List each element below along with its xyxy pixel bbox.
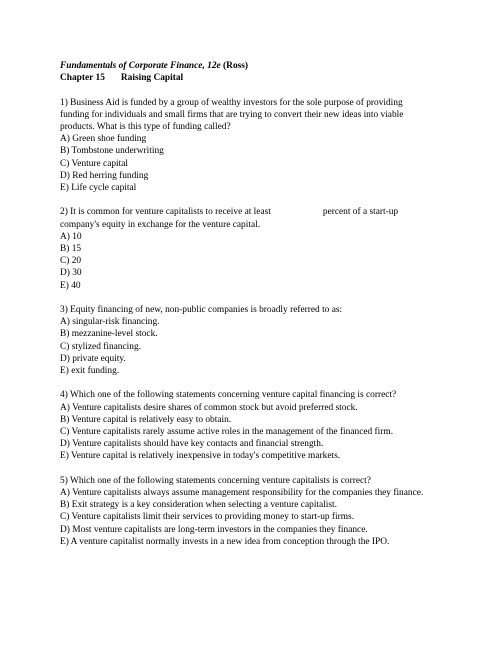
answer-option: B) mezzanine-level stock.: [60, 329, 158, 340]
answer-option: C) Venture capitalists limit their services to providing money to start-up firms.: [60, 512, 355, 523]
stem-before-blank: 2) It is common for venture capitalists to receive at least: [60, 207, 271, 218]
answer-option: E) Venture capital is relatively inexpensive in today's competitive markets.: [60, 451, 341, 462]
chapter-number: Chapter 15: [60, 73, 105, 84]
answer-option: B) Tombstone underwriting: [60, 146, 164, 157]
answer-option: B) Venture capital is relatively easy to obtain.: [60, 414, 232, 425]
chapter-heading: [60, 72, 460, 84]
answer-option: D) 30: [60, 268, 82, 279]
answer-option: C) 20: [60, 256, 82, 267]
question-stem-line: products. What is this type of funding called?: [60, 122, 231, 132]
question-stem-line: [60, 206, 460, 218]
question-1: [60, 97, 460, 195]
question-5: [60, 475, 460, 548]
answer-option: D) private equity.: [60, 353, 126, 364]
answer-option: D) Most venture capitalists are long-term investors in the companies they finance.: [60, 524, 368, 535]
answer-option: C) Venture capital: [60, 158, 129, 169]
answer-option: A) Green shoe funding: [60, 134, 147, 145]
question-4: [60, 389, 460, 462]
answer-option: E) A venture capitalist normally invests in a new idea from conception through the IPO.: [60, 536, 390, 547]
book-author: (Ross): [223, 61, 249, 71]
question-stem-line: 1) Business Aid is funded by a group of wealthy investors for the sole purpose of providing: [60, 97, 403, 108]
answer-option: A) singular-risk financing.: [60, 317, 160, 328]
answer-option: C) Venture capitalists rarely assume active roles in the management of the financed firm.: [60, 427, 394, 438]
answer-option: D) Venture capitalists should have key contacts and financial strength.: [60, 439, 324, 450]
answer-option: A) 10: [60, 231, 82, 242]
book-title-line: [60, 60, 460, 72]
question-stem-line: funding for individuals and small firms that are trying to convert their new ideas into viable: [60, 109, 404, 120]
chapter-title: Raising Capital: [120, 73, 184, 84]
question-3: [60, 304, 460, 377]
book-title: Fundamentals of Corporate Finance, 12e: [60, 61, 221, 71]
answer-option: D) Red herring funding: [60, 170, 149, 181]
answer-option: E) 40: [60, 280, 81, 291]
answer-option: A) Venture capitalists always assume management responsibility for the companies they finance.: [60, 488, 424, 499]
answer-option: B) Exit strategy is a key consideration when selecting a venture capitalist.: [60, 500, 337, 511]
document-page: [60, 60, 460, 548]
answer-option: E) exit funding.: [60, 366, 120, 377]
question-2: [60, 206, 460, 291]
question-stem-line: company's equity in exchange for the venture capital.: [60, 219, 261, 230]
answer-option: C) stylized financing.: [60, 341, 141, 352]
question-stem-line: 4) Which one of the following statements concerning venture capital financing is correct?: [60, 390, 397, 401]
question-stem-line: 3) Equity financing of new, non-public companies is broadly referred to as:: [60, 305, 343, 316]
answer-option: A) Venture capitalists desire shares of common stock but avoid preferred stock.: [60, 402, 358, 413]
stem-after-blank: percent of a start-up: [322, 207, 399, 218]
answer-option: B) 15: [60, 244, 82, 255]
question-stem-line: 5) Which one of the following statements concerning venture capitalists is correct?: [60, 475, 371, 486]
answer-option: E) Life cycle capital: [60, 183, 137, 194]
